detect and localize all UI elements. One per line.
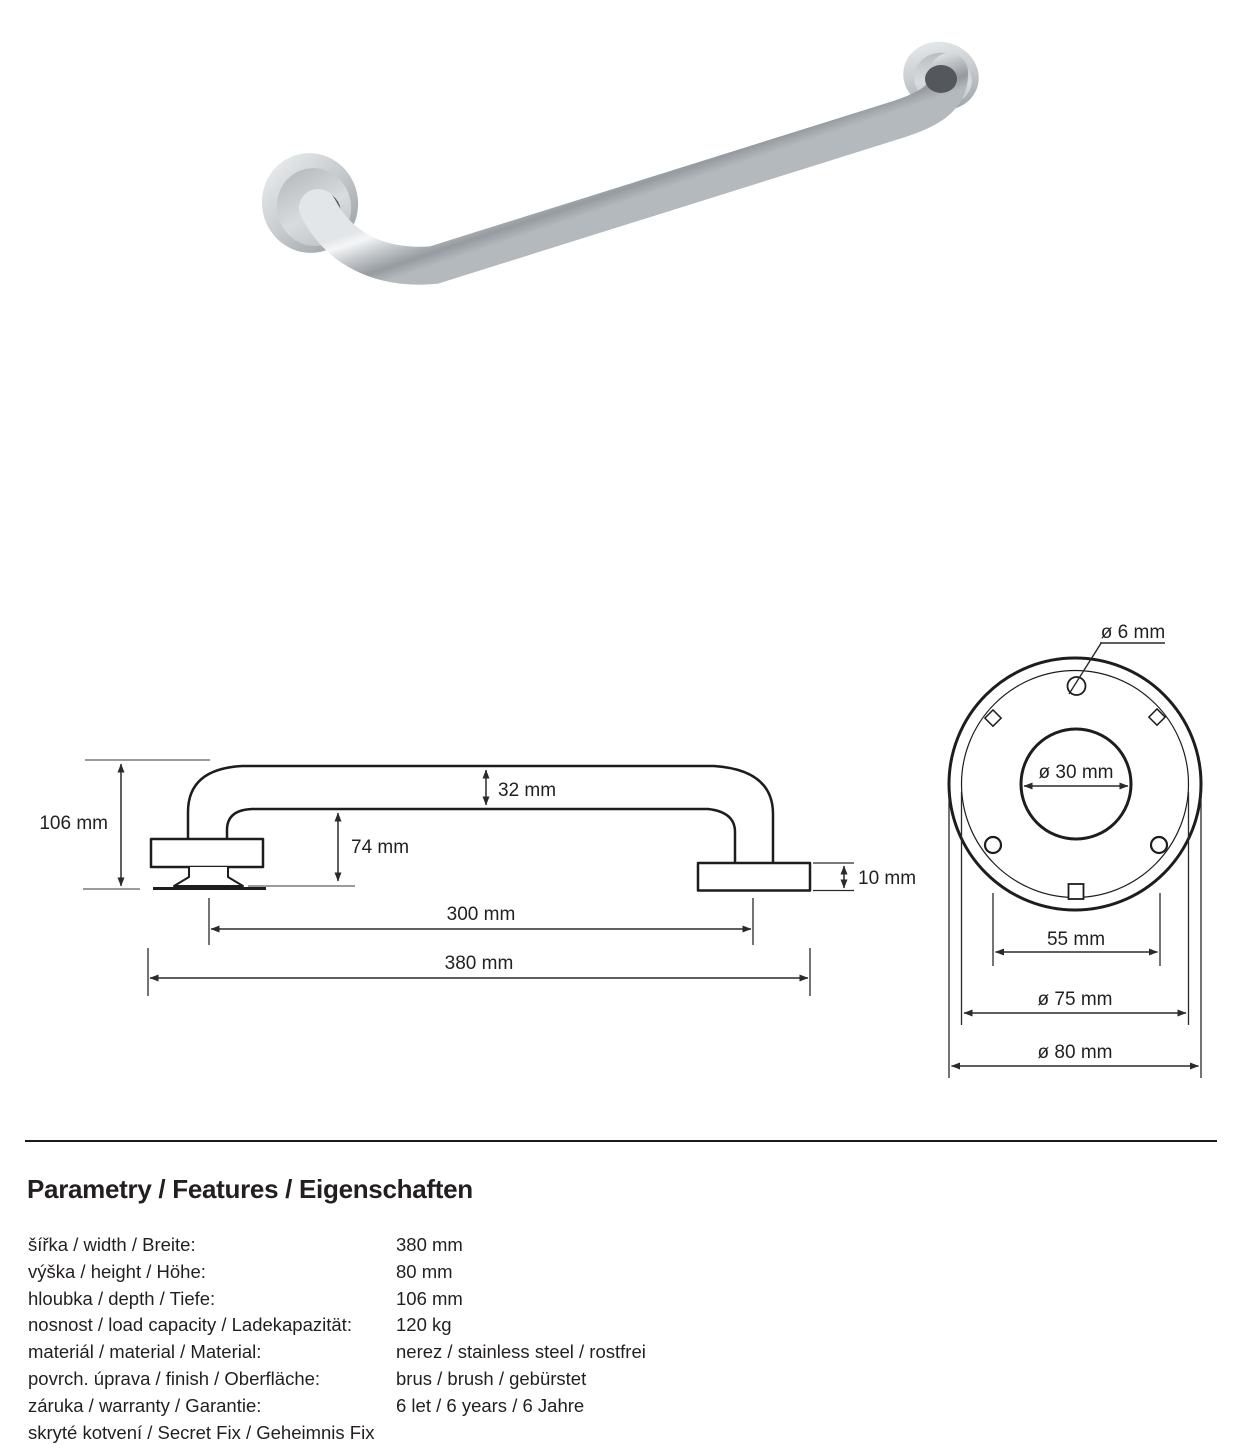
tube-hole-circle: [1021, 729, 1131, 839]
parameter-label: výška / height / Höhe:: [28, 1260, 206, 1282]
dim-6-label: ø 6 mm: [1100, 622, 1166, 643]
notch-bottom: [1069, 884, 1084, 899]
parameter-value: 380 mm: [396, 1234, 463, 1255]
parameter-value: 80 mm: [396, 1260, 453, 1282]
parameter-value: brus / brush / gebürstet: [396, 1367, 587, 1389]
parameter-label: povrch. úprava / finish / Oberfläche:: [28, 1367, 321, 1389]
inner-circle: [962, 671, 1189, 898]
outer-circle: [949, 658, 1201, 910]
dim-380-label: 380 mm: [444, 953, 514, 974]
product-photo: [240, 20, 1000, 310]
dim-10-label: 10 mm: [858, 868, 917, 889]
dim-10-extension-lines: [813, 863, 854, 891]
dim-30-label: ø 30 mm: [1038, 762, 1114, 783]
parameters-table: [28, 1232, 1208, 1446]
parameter-label: šířka / width / Breite:: [28, 1234, 196, 1255]
dim-80-label: ø 80 mm: [1037, 1042, 1113, 1063]
parameter-value: 6 let / 6 years / 6 Jahre: [396, 1394, 585, 1416]
right-flange-section: [698, 863, 810, 891]
parameter-label: materiál / material / Material:: [28, 1341, 262, 1363]
side-view-drawing: [39, 760, 916, 996]
left-flange-section: [151, 839, 263, 867]
fixing-hole-left: [985, 837, 1001, 853]
parameter-value: nerez / stainless steel / rostfrei: [396, 1341, 646, 1363]
grab-bar-tube: [318, 72, 949, 266]
parameter-value: [396, 1420, 1208, 1447]
dim-74-label: 74 mm: [351, 837, 410, 858]
left-cone-section: [174, 867, 243, 886]
parameter-label: hloubka / depth / Tiefe:: [28, 1287, 216, 1309]
parameter-label: skryté kotvení / Secret Fix / Geheimnis Fix: [28, 1421, 375, 1443]
dim-106-label: 106 mm: [39, 813, 108, 834]
right-flange-opening: [925, 65, 957, 93]
parameter-label: nosnost / load capacity / Ladekapazität:: [28, 1314, 352, 1336]
bar-outline: [188, 766, 773, 863]
parameter-value: 106 mm: [396, 1287, 463, 1309]
section-divider: [25, 1140, 1217, 1142]
parameter-value: 120 kg: [396, 1314, 452, 1336]
dim-300-label: 300 mm: [446, 904, 516, 925]
parameters-title: Parametry / Features / Eigenschaften: [27, 1174, 473, 1204]
technical-drawings: [0, 600, 1242, 1100]
fixing-hole-right: [1151, 837, 1167, 853]
dim-32-label: 32 mm: [498, 780, 557, 801]
dim-75-label: ø 75 mm: [1037, 989, 1113, 1010]
dim-55-label: 55 mm: [1046, 929, 1106, 950]
front-view-drawing: [949, 622, 1201, 1078]
parameter-label: záruka / warranty / Garantie:: [28, 1394, 262, 1416]
